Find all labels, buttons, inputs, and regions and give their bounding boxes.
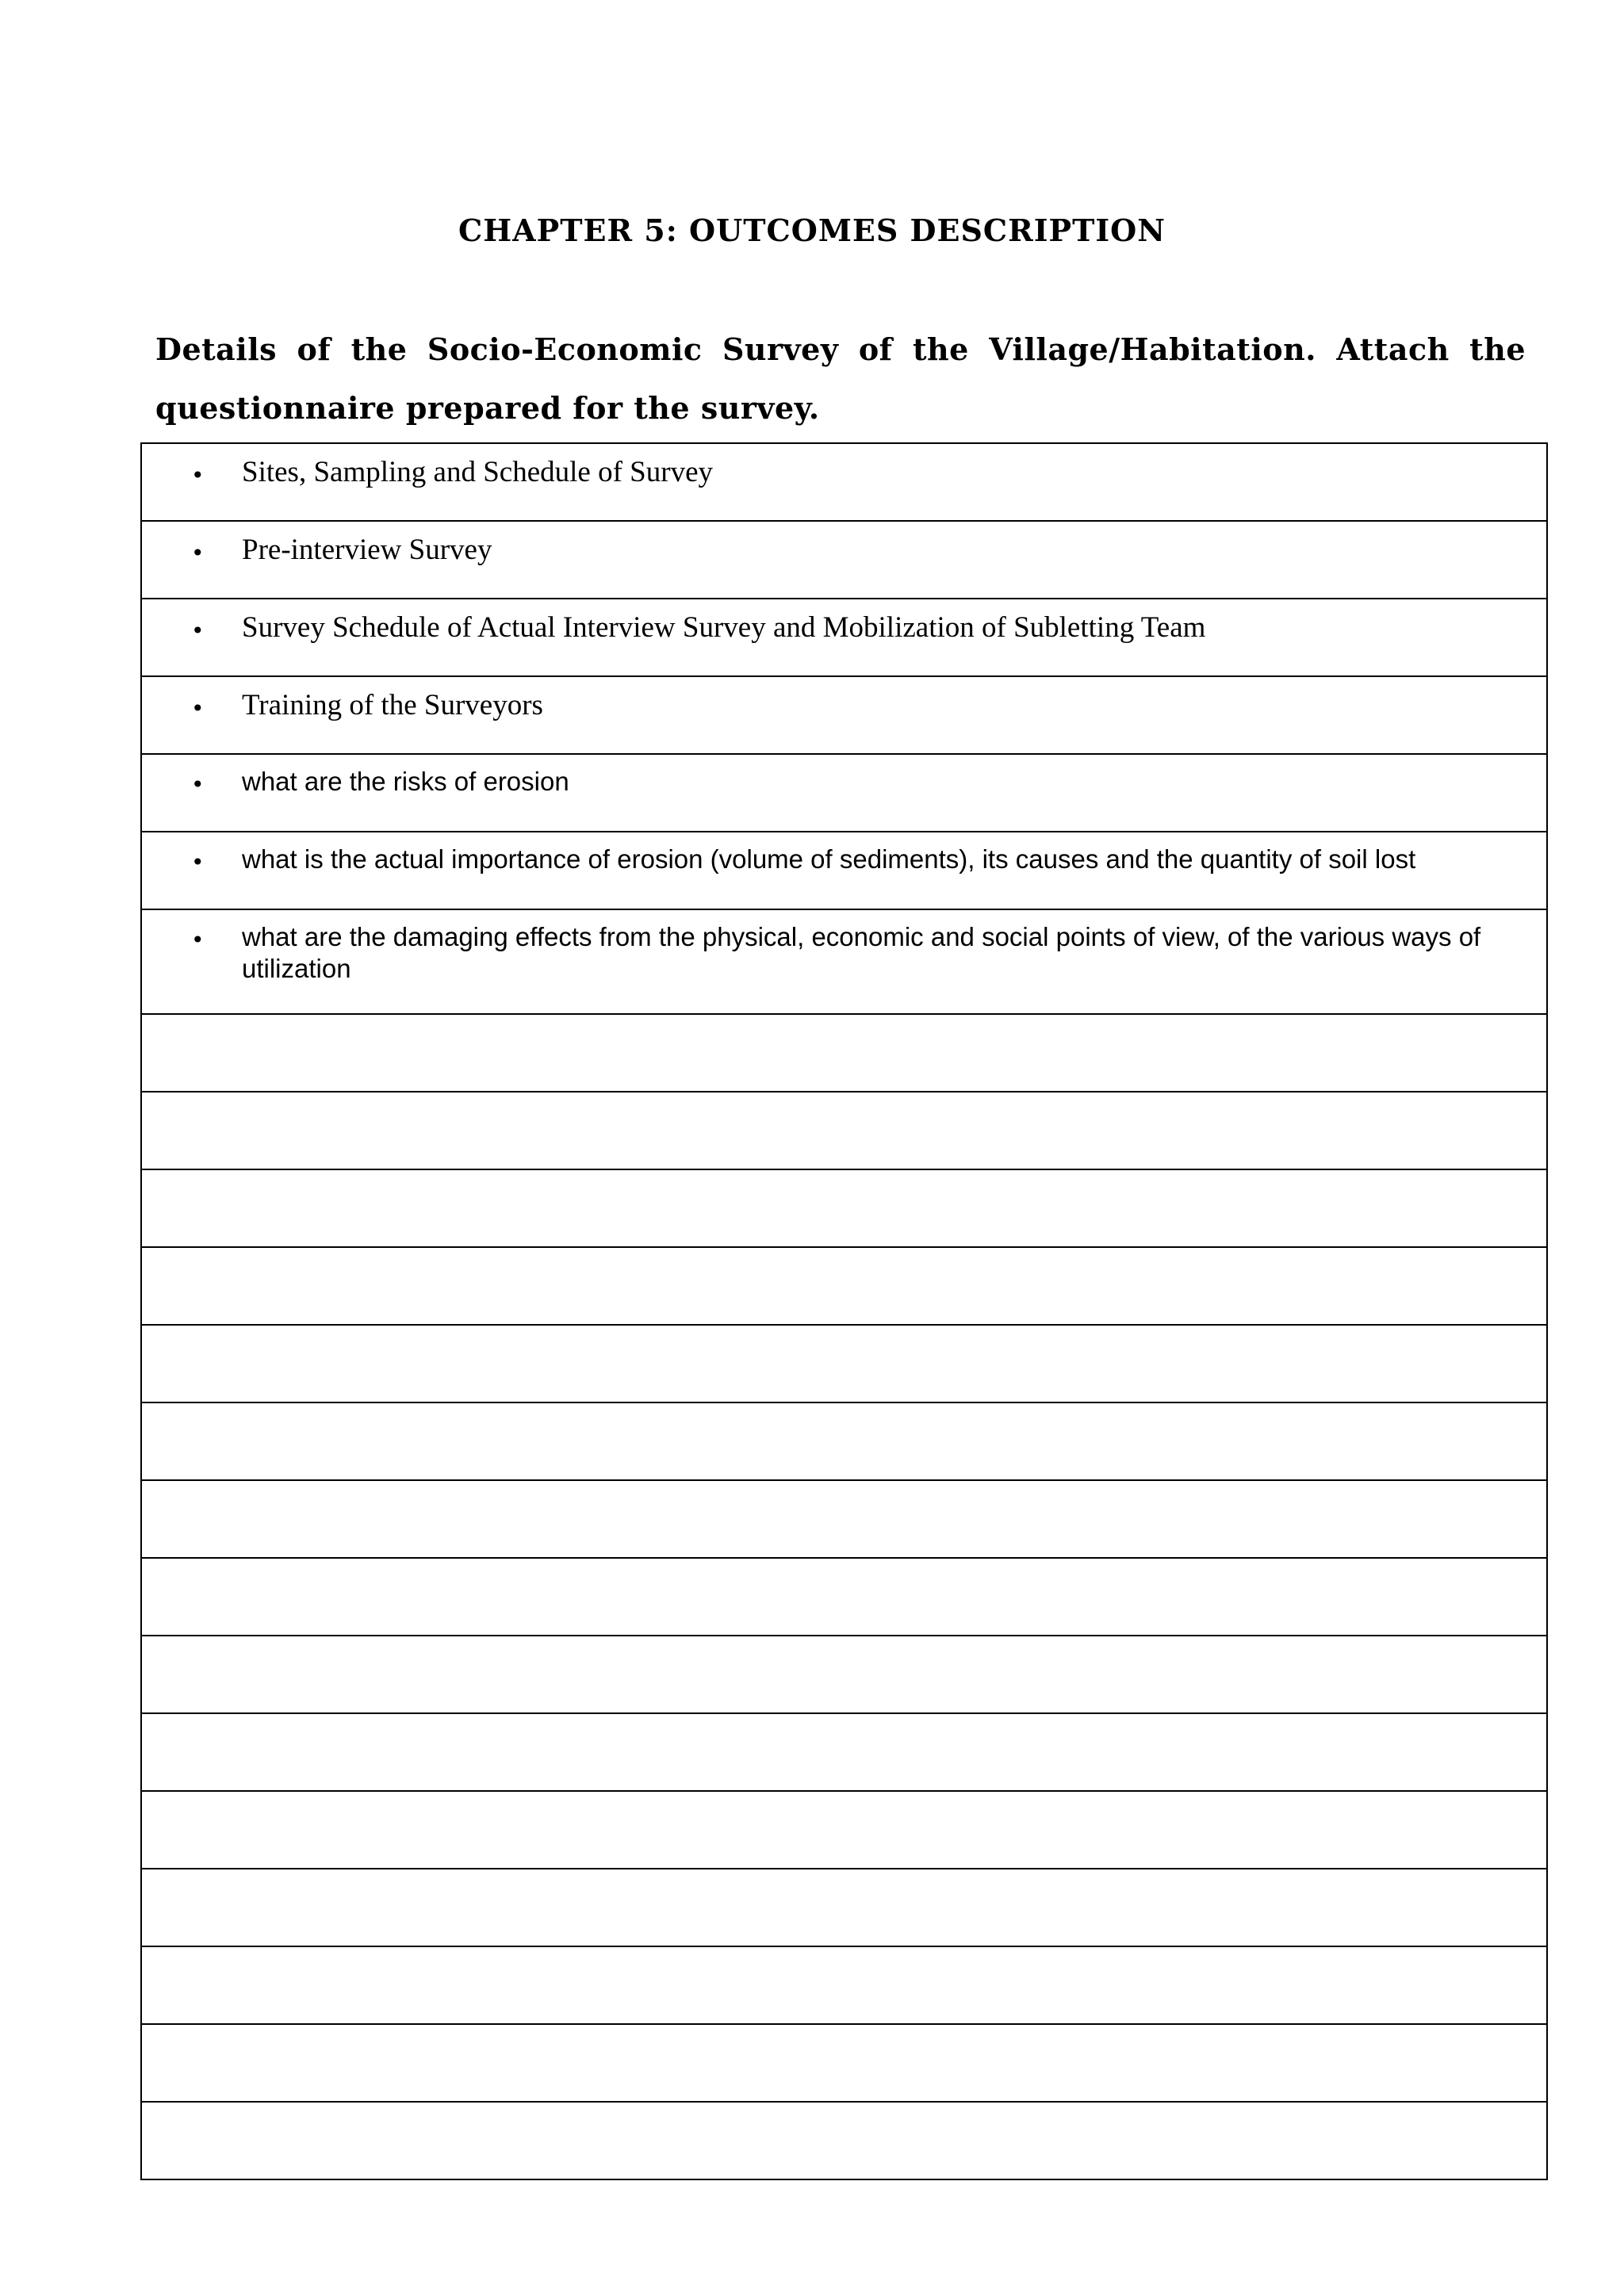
table-cell[interactable]: [141, 521, 1547, 599]
table-cell[interactable]: [141, 599, 1547, 676]
empty-table-row: [141, 1092, 1547, 1169]
bullet-icon: •: [191, 695, 205, 721]
empty-table-cell[interactable]: [141, 2102, 1547, 2179]
empty-table-cell[interactable]: [141, 1869, 1547, 1946]
bullet-icon: •: [191, 927, 205, 953]
empty-table-cell[interactable]: [141, 1402, 1547, 1480]
survey-details-table: [140, 442, 1548, 2180]
chapter-title: CHAPTER 5: OUTCOMES DESCRIPTION: [458, 212, 1166, 248]
empty-table-cell[interactable]: [141, 1713, 1547, 1791]
empty-table-cell[interactable]: [141, 1946, 1547, 2024]
list-item: what are the damaging effects from the physical, economic and social points of view, of the various ways of utilization: [242, 922, 1481, 983]
table-cell[interactable]: [141, 443, 1547, 521]
empty-table-cell[interactable]: [141, 1092, 1547, 1169]
bullet-icon: •: [191, 462, 205, 488]
empty-table-row: [141, 1402, 1547, 1480]
list-item: what are the risks of erosion: [242, 767, 569, 796]
empty-table-row: [141, 1636, 1547, 1713]
empty-table-cell[interactable]: [141, 1247, 1547, 1325]
list-item: Pre-interview Survey: [242, 534, 492, 566]
empty-table-row: [141, 1869, 1547, 1946]
bullet-icon: •: [191, 618, 205, 644]
empty-table-row: [141, 1946, 1547, 2024]
empty-table-row: [141, 1713, 1547, 1791]
empty-table-cell[interactable]: [141, 1480, 1547, 1558]
intro-instruction: Details of the Socio-Economic Survey of the Village/Habitation. Attach the questionnaire prepared for the survey.: [155, 331, 1526, 426]
table-row: [141, 909, 1547, 1014]
empty-table-row: [141, 1558, 1547, 1636]
empty-table-row: [141, 1247, 1547, 1325]
bullet-icon: •: [191, 540, 205, 566]
empty-table-cell[interactable]: [141, 2024, 1547, 2102]
empty-table-cell[interactable]: [141, 1014, 1547, 1092]
empty-table-row: [141, 1791, 1547, 1869]
table-row: [141, 443, 1547, 521]
table-cell[interactable]: [141, 909, 1547, 1014]
table-row: [141, 521, 1547, 599]
table-row: [141, 676, 1547, 754]
bullet-icon: •: [191, 849, 205, 875]
list-item: Survey Schedule of Actual Interview Survey and Mobilization of Subletting Team: [242, 611, 1206, 644]
table-row: [141, 599, 1547, 676]
bullet-icon: •: [191, 771, 205, 798]
table-cell[interactable]: [141, 754, 1547, 832]
list-item: what is the actual importance of erosion (volume of sediments), its causes and the quantity of soil lost: [242, 844, 1416, 874]
empty-table-cell[interactable]: [141, 1325, 1547, 1402]
empty-table-row: [141, 1169, 1547, 1247]
empty-table-row: [141, 1480, 1547, 1558]
empty-table-row: [141, 2102, 1547, 2179]
table-row: [141, 754, 1547, 832]
empty-table-cell[interactable]: [141, 1558, 1547, 1636]
table-cell[interactable]: [141, 676, 1547, 754]
list-item: Sites, Sampling and Schedule of Survey: [242, 456, 713, 488]
empty-table-cell[interactable]: [141, 1636, 1547, 1713]
table-row: [141, 832, 1547, 909]
empty-table-row: [141, 1014, 1547, 1092]
table-cell[interactable]: [141, 832, 1547, 909]
empty-table-row: [141, 1325, 1547, 1402]
empty-table-row: [141, 2024, 1547, 2102]
empty-table-cell[interactable]: [141, 1791, 1547, 1869]
list-item: Training of the Surveyors: [242, 689, 543, 721]
empty-table-cell[interactable]: [141, 1169, 1547, 1247]
